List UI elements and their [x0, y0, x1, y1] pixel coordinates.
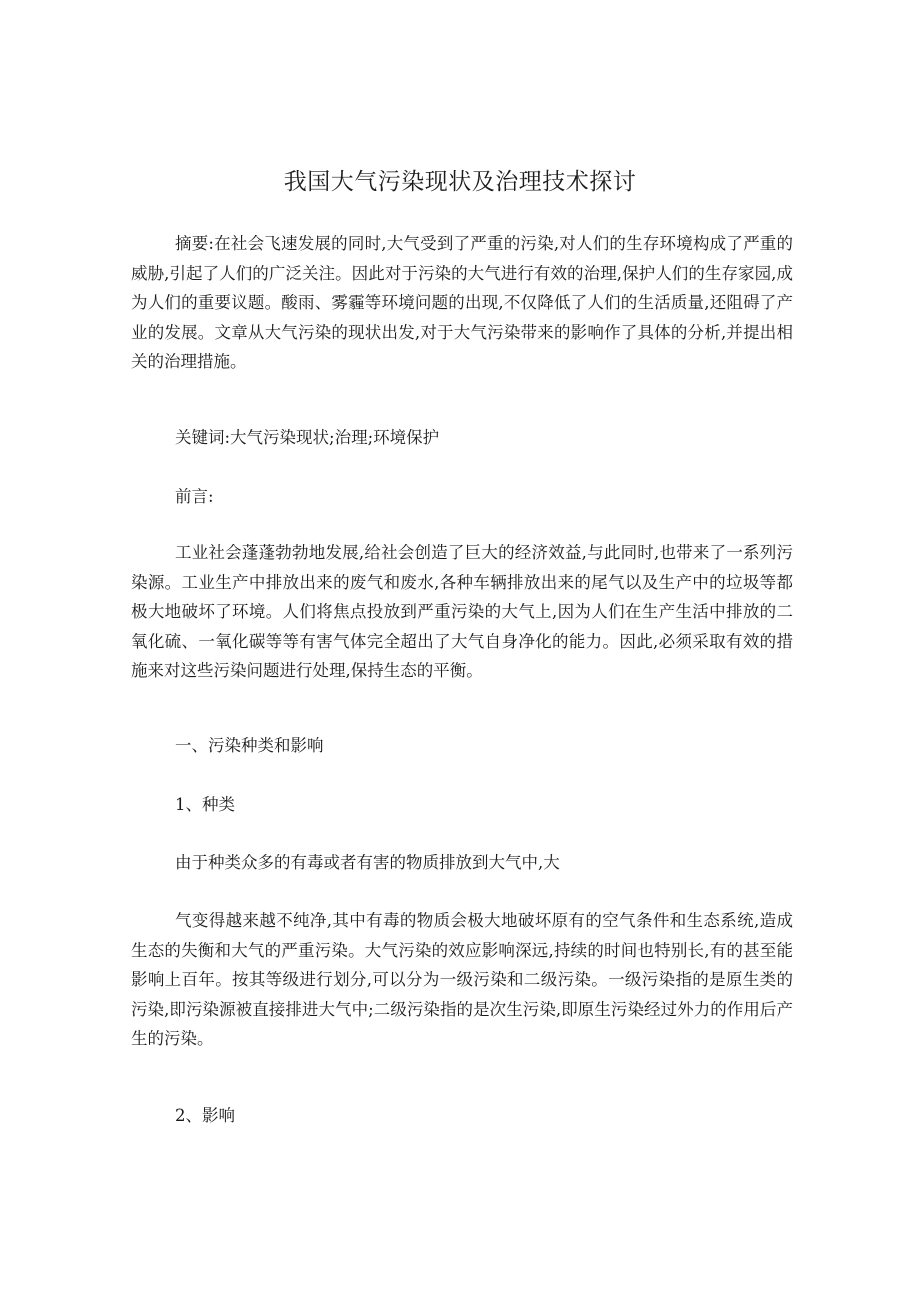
types-intro-line: 由于种类众多的有毒或者有害的物质排放到大气中,大 — [175, 853, 560, 872]
document-title: 我国大气污染现状及治理技术探讨 — [283, 169, 637, 195]
keywords-line: 关键词:大气污染现状;治理;环境保护 — [175, 428, 440, 447]
types-paragraph: 气变得越来越不纯净,其中有毒的物质会极大地破坏原有的空气条件和生态系统,造成生态的失衡和大气的严重污染。大气污染的效应影响深远,持续的时间也特别长,有的甚至能影响上百年。按其等级进行划分,可以分为一级污染和二级污染。一级污染指的是原生类的污染,即污染源被直接排进大气中;二级污染指的是次生污染,即原生污染经过外力的作用后产生的污染。 — [131, 911, 793, 1049]
preface-heading: 前言: — [175, 487, 214, 506]
subsection-heading-types: 1、种类 — [175, 795, 235, 814]
abstract-paragraph: 摘要:在社会飞速发展的同时,大气受到了严重的污染,对人们的生存环境构成了严重的威胁,引起了人们的广泛关注。因此对于污染的大气进行有效的治理,保护人们的生存家园,成为人们的重要议题。酸雨、雾霾等环境问题的出现,不仅降低了人们的生活质量,还阻碍了产业的发展。文章从大气污染的现状出发,对于大气污染带来的影响作了具体的分析,并提出相关的治理措施。 — [131, 234, 793, 372]
preface-paragraph: 工业社会蓬蓬勃勃地发展,给社会创造了巨大的经济效益,与此同时,也带来了一系列污染源。工业生产中排放出来的废气和废水,各种车辆排放出来的尾气以及生产中的垃圾等都极大地破坏了环境。人们将焦点投放到严重污染的大气上,因为人们在生产生活中排放的二氧化硫、一氧化碳等等有害气体完全超出了大气自身净化的能力。因此,必须采取有效的措施来对这些污染问题进行处理,保持生态的平衡。 — [131, 543, 793, 681]
section-heading-pollution-types: 一、污染种类和影响 — [175, 736, 324, 755]
subsection-heading-impact: 2、影响 — [175, 1106, 235, 1125]
